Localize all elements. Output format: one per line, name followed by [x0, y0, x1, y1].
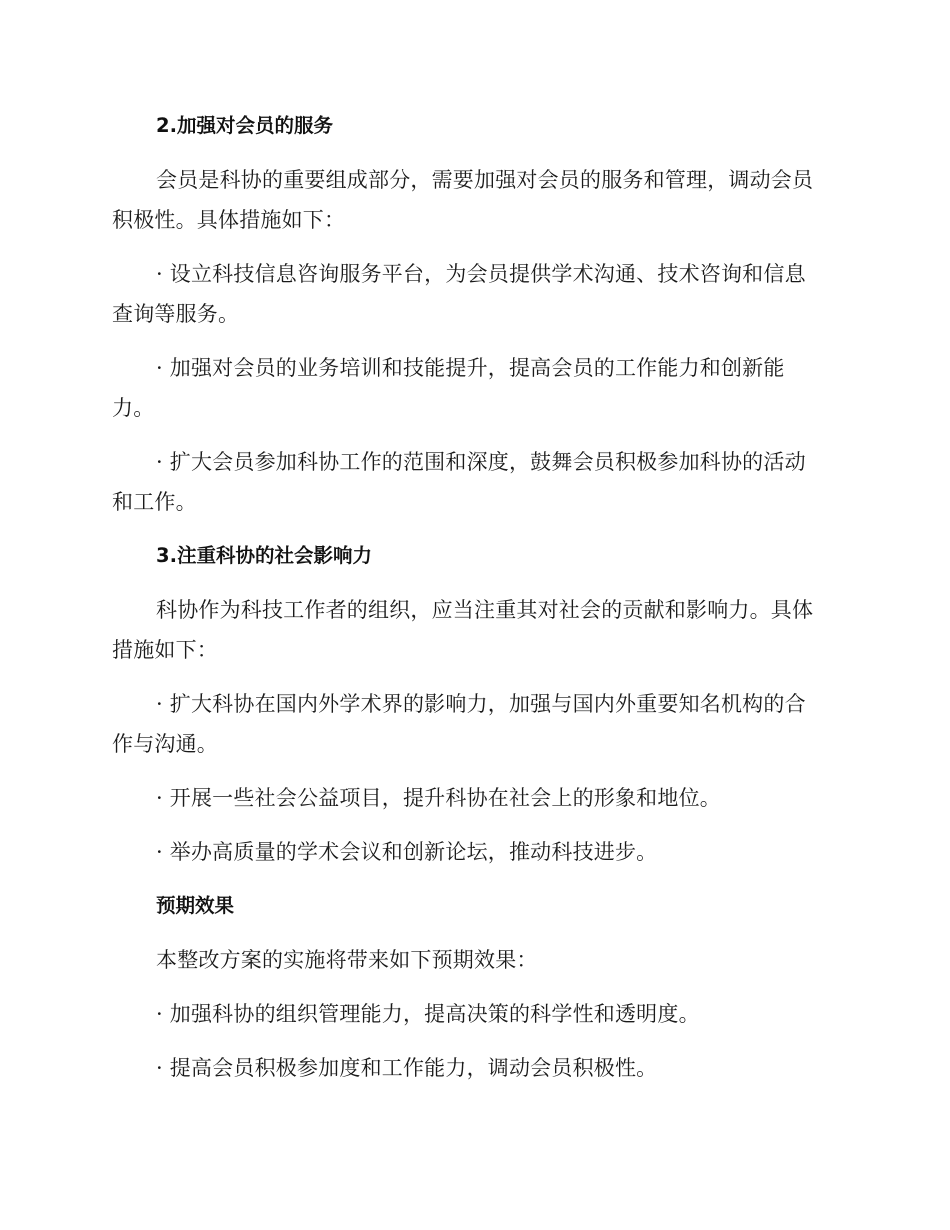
bullet-dot: · — [156, 356, 170, 380]
bullet-dot: · — [156, 1002, 170, 1026]
bullet-text: 提高会员积极参加度和工作能力，调动会员积极性。 — [169, 1056, 658, 1080]
section-intro: 科协作为科技工作者的组织，应当注重其对社会的贡献和影响力。具体措施如下： — [112, 598, 814, 662]
bullet-item — [112, 1048, 824, 1088]
section-heading: 预期效果 — [156, 894, 235, 917]
bullet-dot: · — [156, 450, 170, 474]
bullet-item — [112, 994, 824, 1034]
bullet-text: 加强对会员的业务培训和技能提升，提高会员的工作能力和创新能力。 — [112, 356, 785, 420]
bullet-text: 举办高质量的学术会议和创新论坛，推动科技进步。 — [169, 840, 658, 864]
bullet-item — [112, 442, 824, 522]
bullet-text: 开展一些社会公益项目，提升科协在社会上的形象和地位。 — [169, 786, 721, 810]
bullet-text: 设立科技信息咨询服务平台，为会员提供学术沟通、技术咨询和信息查询等服务。 — [112, 262, 806, 326]
bullet-text: 扩大会员参加科协工作的范围和深度，鼓舞会员积极参加科协的活动和工作。 — [112, 450, 806, 514]
bullet-item — [112, 832, 824, 872]
bullet-dot: · — [156, 786, 170, 810]
section-intro: 会员是科协的重要组成部分，需要加强对会员的服务和管理，调动会员积极性。具体措施如下： — [112, 168, 814, 232]
bullet-dot: · — [156, 840, 170, 864]
bullet-dot: · — [156, 262, 170, 286]
bullet-dot: · — [156, 692, 170, 716]
section-intro: 本整改方案的实施将带来如下预期效果： — [156, 948, 538, 972]
bullet-item — [112, 348, 824, 428]
document-body — [112, 106, 824, 1102]
section-heading: 2.加强对会员的服务 — [156, 114, 333, 137]
bullet-text: 扩大科协在国内外学术界的影响力，加强与国内外重要知名机构的合作与沟通。 — [112, 692, 806, 756]
bullet-dot: · — [156, 1056, 170, 1080]
bullet-item — [112, 684, 824, 764]
section-heading: 3.注重科协的社会影响力 — [156, 544, 372, 567]
bullet-text: 加强科协的组织管理能力，提高决策的科学性和透明度。 — [169, 1002, 700, 1026]
bullet-item — [112, 254, 824, 334]
bullet-item — [112, 778, 824, 818]
